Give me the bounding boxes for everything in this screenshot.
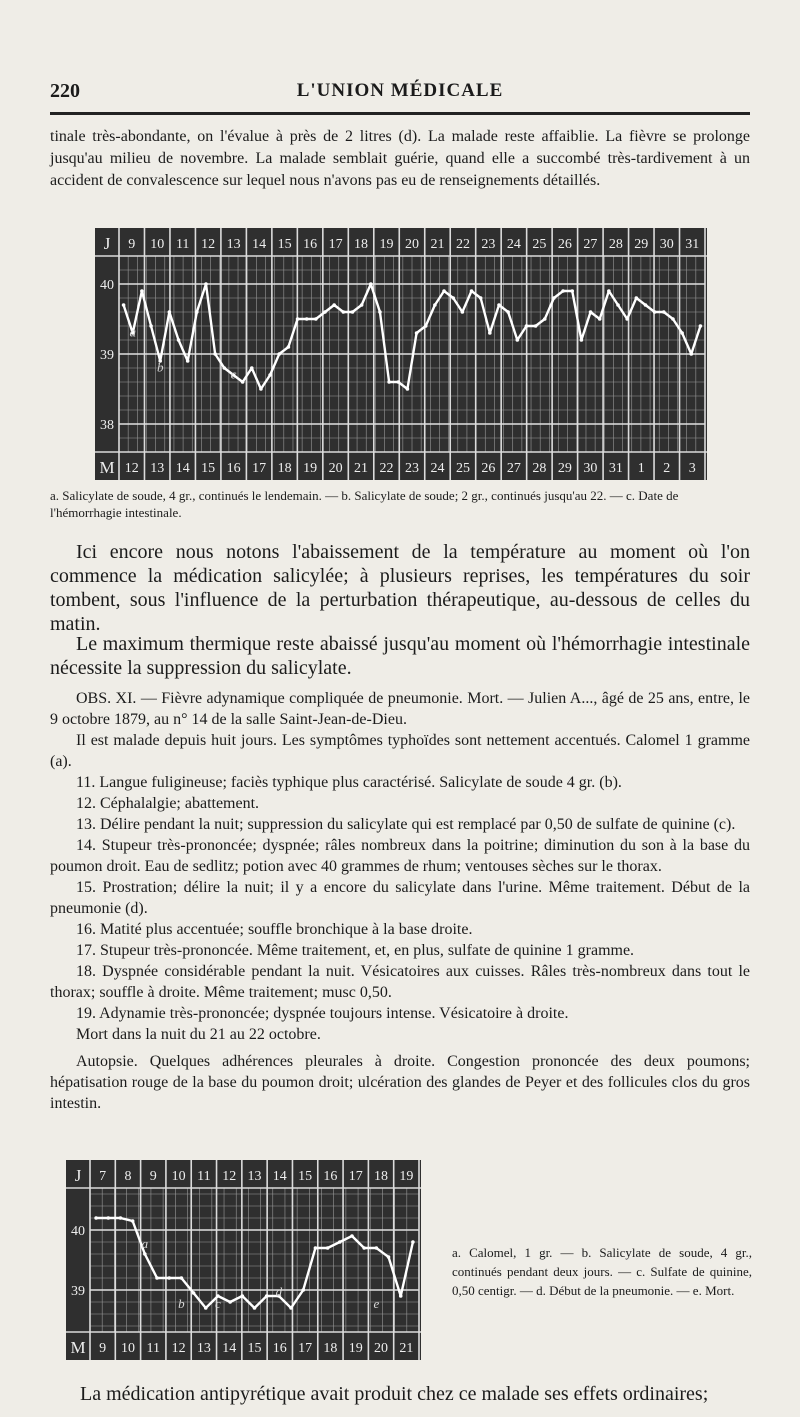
observation-day: 16. Matité plus accentuée; souffle bronchique à la base droite.	[76, 921, 473, 938]
chart-2-bottom-day-label: 21	[399, 1341, 414, 1356]
observation-day: 15. Prostration; délire la nuit; il y a encore du salicylate dans l'urine. Même traitement. Début de la pneumonie (d).	[50, 879, 750, 917]
chart-1-temperature-point	[277, 352, 281, 356]
chart-1-temperature-point	[415, 331, 419, 335]
chart-1-top-day-label: 26	[557, 237, 572, 252]
chart-1-temperature-point	[323, 310, 327, 314]
chart-2-top-day-label: 19	[399, 1169, 414, 1184]
observation-day: 19. Adynamie très-prononcée; dyspnée toujours intense. Vésicatoire à droite.	[76, 1005, 569, 1022]
chart-1-bottom-day-label: 26	[481, 461, 496, 476]
chart-1-temperature-point	[168, 310, 172, 314]
chart-1-temperature-point	[424, 324, 428, 328]
chart-2-top-day-label: 14	[272, 1169, 287, 1184]
chart-1-temperature-point	[653, 310, 657, 314]
page-number: 220	[50, 80, 80, 102]
chart-1-bottom-day-label: 27	[506, 461, 521, 476]
chart-1-temperature-point	[360, 303, 364, 307]
chart-2-bottom-day-label: 19	[348, 1341, 363, 1356]
chart-1-temperature-point	[378, 310, 382, 314]
chart-1-temperature-point	[598, 317, 602, 321]
chart-2-temperature-point	[362, 1246, 366, 1250]
chart-2-top-day-label: 16	[323, 1169, 338, 1184]
chart-2-top-day-label: 10	[171, 1169, 186, 1184]
chart-1-temperature-point	[488, 331, 492, 335]
chart-1-top-day-label: 17	[328, 237, 343, 252]
chart-1-temperature-point	[644, 303, 648, 307]
discussion-paragraph-1: Ici encore nous notons l'abaissement de la température au moment où l'on commence la médication salicylée; à plusieurs reprises, les températures du soir tombent, sous l'influence de la perturbation thérapeutique, au-dessous de celles du matin.	[50, 541, 750, 635]
temperature-chart-1	[95, 228, 707, 480]
chart-1-bottom-day-label: 2	[663, 461, 671, 476]
chart-1-temperature-point	[195, 310, 199, 314]
chart-1-temperature-point	[351, 310, 355, 314]
chart-1-temperature-point	[671, 317, 675, 321]
chart-2-marker-a: a	[141, 1236, 149, 1251]
page-header	[50, 80, 750, 110]
chart-2-marker-b: b	[178, 1296, 185, 1311]
chart-2-temperature-point	[387, 1255, 391, 1259]
chart-2-bottom-day-label: 14	[222, 1341, 237, 1356]
chart-1-bottom-day-label: 30	[583, 461, 598, 476]
final-line: La médication antipyrétique avait produit chez ce malade ses effets ordinaires;	[80, 1383, 709, 1405]
chart-1-temperature-point	[561, 289, 565, 293]
chart-2-temperature-point	[326, 1246, 330, 1250]
chart-2-bottom-day-label: 20	[374, 1341, 389, 1356]
chart-1-temperature-point	[287, 345, 291, 349]
chart-2-marker-d: d	[275, 1284, 283, 1299]
chart-2-bottom-day-label: 16	[272, 1341, 287, 1356]
chart-1-temperature-point	[332, 303, 336, 307]
chart-1-top-day-label: 24	[506, 237, 521, 252]
chart-2-temperature-point	[301, 1288, 305, 1292]
chart-1-bottom-day-label: 3	[688, 461, 696, 476]
chart-1-marker-a: a	[129, 324, 136, 340]
chart-1-bottom-day-label: 25	[455, 461, 470, 476]
chart-2-bottom-day-label: 12	[171, 1341, 186, 1356]
chart-1-top-day-label: 21	[430, 237, 445, 252]
chart-1-top-day-label: 9	[128, 237, 136, 252]
chart-2-temperature-point	[192, 1291, 196, 1295]
chart-1-temperature-point	[222, 366, 226, 370]
chart-1-top-day-label: 12	[201, 237, 216, 252]
chart-2-temperature-point	[399, 1294, 403, 1298]
chart-1-top-day-label: 25	[532, 237, 547, 252]
chart-2-bottom-day-label: 15	[247, 1341, 262, 1356]
chart-1-top-day-label: 14	[252, 237, 267, 252]
chart-1-bottom-day-label: 31	[608, 461, 623, 476]
chart-2-temperature-point	[375, 1246, 379, 1250]
journal-title: L'UNION MÉDICALE	[296, 80, 504, 101]
chart-2-bottom-corner-label: M	[70, 1338, 86, 1357]
chart-2-bottom-day-label: 17	[298, 1341, 313, 1356]
chart-1-temperature-point	[497, 303, 501, 307]
chart-2-caption: a. Calomel, 1 gr. — b. Salicylate de soude, 4 gr., continués pendant deux jours. — c. Sulfate de quinine, 0,50 centigr. — d. Début de la pneumonie. — e. Mort.	[452, 1245, 752, 1298]
chart-1-temperature-point	[506, 310, 510, 314]
chart-2-temperature-point	[228, 1300, 232, 1304]
chart-2-bottom-day-label: 10	[120, 1341, 135, 1356]
chart-1-caption: a. Salicylate de soude, 4 gr., continués le lendemain. — b. Salicylate de soude; 2 gr., continués jusqu'au 22. — c. Date de l'hémorrhagie intestinale.	[50, 488, 679, 520]
chart-2-temperature-point	[94, 1216, 98, 1220]
chart-2-top-day-label: 8	[124, 1169, 132, 1184]
chart-1-temperature-point	[433, 303, 437, 307]
chart-1-bottom-day-label: 19	[303, 461, 318, 476]
chart-1-temperature-point	[213, 352, 217, 356]
chart-1-temperature-point	[122, 303, 126, 307]
chart-1-temperature-point	[552, 296, 556, 300]
discussion-paragraph-2: Le maximum thermique reste abaissé jusqu'au moment où l'hémorrhagie intestinale nécessite la suppression du salicylate.	[50, 633, 750, 679]
observation-day: 12. Céphalalgie; abattement.	[76, 795, 260, 812]
chart-2-temperature-point	[350, 1234, 354, 1238]
chart-2-marker-c: c	[215, 1296, 221, 1311]
observation-day: 11. Langue fuligineuse; faciès typhique plus caractérisé. Salicylate de soude 4 gr. (b).	[76, 774, 622, 791]
chart-1-bottom-day-label: 28	[532, 461, 547, 476]
chart-1-temperature-point	[525, 324, 529, 328]
chart-2-temperature-point	[180, 1276, 184, 1280]
chart-1-top-corner-label: J	[103, 234, 111, 253]
chart-2-temperature-point	[265, 1294, 269, 1298]
chart-1-temperature-point	[515, 338, 519, 342]
chart-2-top-corner-label: J	[74, 1166, 82, 1185]
chart-1-top-day-label: 28	[608, 237, 623, 252]
chart-1-temperature-point	[241, 380, 245, 384]
chart-2-temperature-point	[411, 1240, 415, 1244]
chart-1-top-day-label: 22	[455, 237, 470, 252]
chart-1-temperature-point	[470, 289, 474, 293]
chart-1-temperature-point	[204, 282, 208, 286]
chart-1-top-day-label: 19	[379, 237, 394, 252]
chart-1-temperature-point	[406, 387, 410, 391]
chart-1-marker-b: b	[156, 359, 164, 375]
chart-1-temperature-point	[607, 289, 611, 293]
chart-1-bottom-corner-label: M	[99, 458, 115, 477]
chart-1-marker-c: c	[230, 366, 237, 382]
chart-1-temperature-point	[543, 317, 547, 321]
chart-1-svg	[95, 228, 707, 480]
chart-2-temperature-point	[338, 1240, 342, 1244]
chart-1-bottom-day-label: 18	[277, 461, 292, 476]
observation-block	[50, 688, 750, 1114]
chart-1-temperature-point	[689, 352, 693, 356]
chart-2-top-day-label: 12	[222, 1169, 237, 1184]
chart-1-bottom-day-label: 21	[354, 461, 369, 476]
observation-day: 18. Dyspnée considérable pendant la nuit. Vésicatoires aux cuisses. Râles très-nombreux dans tout le thorax; souffle à droite. Même traitement; musc 0,50.	[50, 963, 750, 1001]
chart-1-temperature-point	[451, 296, 455, 300]
chart-1-y-tick-label: 38	[100, 418, 114, 433]
chart-1-temperature-point	[314, 317, 318, 321]
chart-1-top-day-label: 27	[583, 237, 598, 252]
chart-1-top-day-label: 29	[634, 237, 649, 252]
chart-1-bottom-day-label: 16	[226, 461, 241, 476]
chart-1-temperature-point	[186, 359, 190, 363]
chart-2-top-day-label: 15	[298, 1169, 313, 1184]
chart-1-top-day-label: 16	[303, 237, 318, 252]
chart-2-bottom-day-label: 13	[196, 1341, 211, 1356]
chart-2-temperature-point	[167, 1276, 171, 1280]
chart-1-temperature-point	[461, 310, 465, 314]
chart-1-bottom-day-label: 13	[150, 461, 165, 476]
chart-1-top-day-label: 18	[354, 237, 369, 252]
chart-2-temperature-point	[119, 1216, 123, 1220]
chart-1-bottom-day-label: 24	[430, 461, 445, 476]
chart-1-temperature-point	[177, 338, 181, 342]
chart-1-y-tick-label: 40	[100, 278, 114, 293]
chart-2-top-day-label: 17	[348, 1169, 363, 1184]
chart-1-temperature-point	[479, 296, 483, 300]
chart-1-bottom-day-label: 1	[637, 461, 645, 476]
observation-day: Il est malade depuis huit jours. Les symptômes typhoïdes sont nettement accentués. Calomel 1 gramme (a).	[50, 732, 750, 770]
chart-2-temperature-point	[155, 1276, 159, 1280]
chart-1-bottom-day-label: 17	[252, 461, 267, 476]
chart-1-top-day-label: 30	[659, 237, 674, 252]
chart-1-top-day-label: 23	[481, 237, 496, 252]
chart-1-temperature-point	[268, 373, 272, 377]
chart-2-temperature-point	[289, 1306, 293, 1310]
observation-intro: OBS. XI. — Fièvre adynamique compliquée de pneumonie. Mort. — Julien A..., âgé de 25 ans, entre, le 9 octobre 1879, au n° 14 de la salle Saint-Jean-de-Dieu.	[50, 690, 750, 728]
chart-1-temperature-point	[680, 331, 684, 335]
chart-1-top-day-label: 31	[685, 237, 700, 252]
chart-1-temperature-point	[616, 303, 620, 307]
chart-2-top-day-label: 9	[149, 1169, 157, 1184]
chart-2-temperature-point	[314, 1246, 318, 1250]
chart-1-bottom-day-label: 14	[175, 461, 190, 476]
chart-1-temperature-point	[387, 380, 391, 384]
chart-2-bottom-day-label: 11	[146, 1341, 161, 1356]
chart-1-top-day-label: 13	[226, 237, 241, 252]
chart-2-top-day-label: 18	[374, 1169, 389, 1184]
chart-2-top-day-label: 11	[197, 1169, 211, 1184]
chart-1-bottom-day-label: 29	[557, 461, 572, 476]
chart-1-temperature-point	[699, 324, 703, 328]
chart-2-top-day-label: 13	[247, 1169, 262, 1184]
chart-1-temperature-point	[259, 387, 263, 391]
chart-2-y-tick-label: 40	[71, 1224, 85, 1239]
chart-2-marker-e: e	[373, 1296, 380, 1311]
chart-1-temperature-point	[442, 289, 446, 293]
chart-1-y-tick-label: 39	[100, 348, 114, 363]
chart-1-temperature-point	[625, 317, 629, 321]
chart-2-temperature-point	[143, 1252, 147, 1256]
chart-1-temperature-point	[662, 310, 666, 314]
chart-2-bottom-day-label: 18	[323, 1341, 338, 1356]
chart-1-temperature-point	[296, 317, 300, 321]
temperature-chart-2	[66, 1160, 421, 1360]
chart-1-temperature-point	[570, 289, 574, 293]
chart-1-top-day-label: 11	[175, 237, 190, 252]
chart-1-temperature-point	[396, 380, 400, 384]
observation-day: 17. Stupeur très-prononcée. Même traitement, et, en plus, sulfate de quinine 1 gramme.	[76, 942, 635, 959]
chart-2-y-tick-label: 39	[71, 1284, 85, 1299]
chart-1-temperature-point	[589, 310, 593, 314]
chart-1-temperature-point	[369, 282, 373, 286]
chart-1-bottom-day-label: 15	[201, 461, 216, 476]
chart-1-top-day-label: 10	[150, 237, 165, 252]
chart-1-bottom-day-label: 12	[124, 461, 139, 476]
chart-1-top-day-label: 15	[277, 237, 292, 252]
chart-1-temperature-point	[305, 317, 309, 321]
observation-day: Mort dans la nuit du 21 au 22 octobre.	[76, 1026, 321, 1043]
chart-1-temperature-point	[149, 324, 153, 328]
autopsy-paragraph: Autopsie. Quelques adhérences pleurales à droite. Congestion prononcée des deux poumons; hépatisation rouge de la base du poumon droit; ulcération des glandes de Peyer et des follicules clos du gros intestin.	[50, 1053, 750, 1112]
chart-2-temperature-point	[204, 1306, 208, 1310]
chart-1-temperature-point	[635, 296, 639, 300]
chart-2-top-day-label: 7	[99, 1169, 107, 1184]
chart-2-temperature-point	[131, 1219, 135, 1223]
observation-day: 13. Délire pendant la nuit; suppression du salicylate qui est remplacé par 0,50 de sulfate de quinine (c).	[76, 816, 736, 833]
chart-2-bottom-day-label: 9	[99, 1341, 107, 1356]
chart-1-bottom-day-label: 20	[328, 461, 343, 476]
chart-1-temperature-point	[250, 366, 254, 370]
chart-2-temperature-point	[106, 1216, 110, 1220]
chart-2-temperature-point	[253, 1306, 257, 1310]
chart-1-top-day-label: 20	[405, 237, 419, 252]
chart-1-temperature-point	[140, 289, 144, 293]
chart-2-temperature-point	[241, 1294, 245, 1298]
observation-day: 14. Stupeur très-prononcée; dyspnée; râles nombreux dans la poitrine; diminution du son à la base du poumon droit. Eau de sedlitz; potion avec 40 grammes de rhum; ventouses sèches sur le thorax.	[50, 837, 750, 875]
chart-1-bottom-day-label: 23	[405, 461, 419, 476]
intro-paragraph: tinale très-abondante, on l'évalue à près de 2 litres (d). La malade reste affaiblie. La fièvre se prolonge jusqu'au milieu de novembre. La malade semblait guérie, quand elle a succombé très-tardivement à un accident de convalescence sur lequel nous n'avons pas eu de renseignements détaillés.	[50, 128, 750, 189]
chart-1-temperature-point	[342, 310, 346, 314]
chart-1-temperature-point	[580, 338, 584, 342]
chart-1-bottom-day-label: 22	[379, 461, 394, 476]
header-rule	[50, 112, 750, 115]
chart-1-temperature-point	[534, 324, 538, 328]
chart-2-svg	[66, 1160, 421, 1360]
